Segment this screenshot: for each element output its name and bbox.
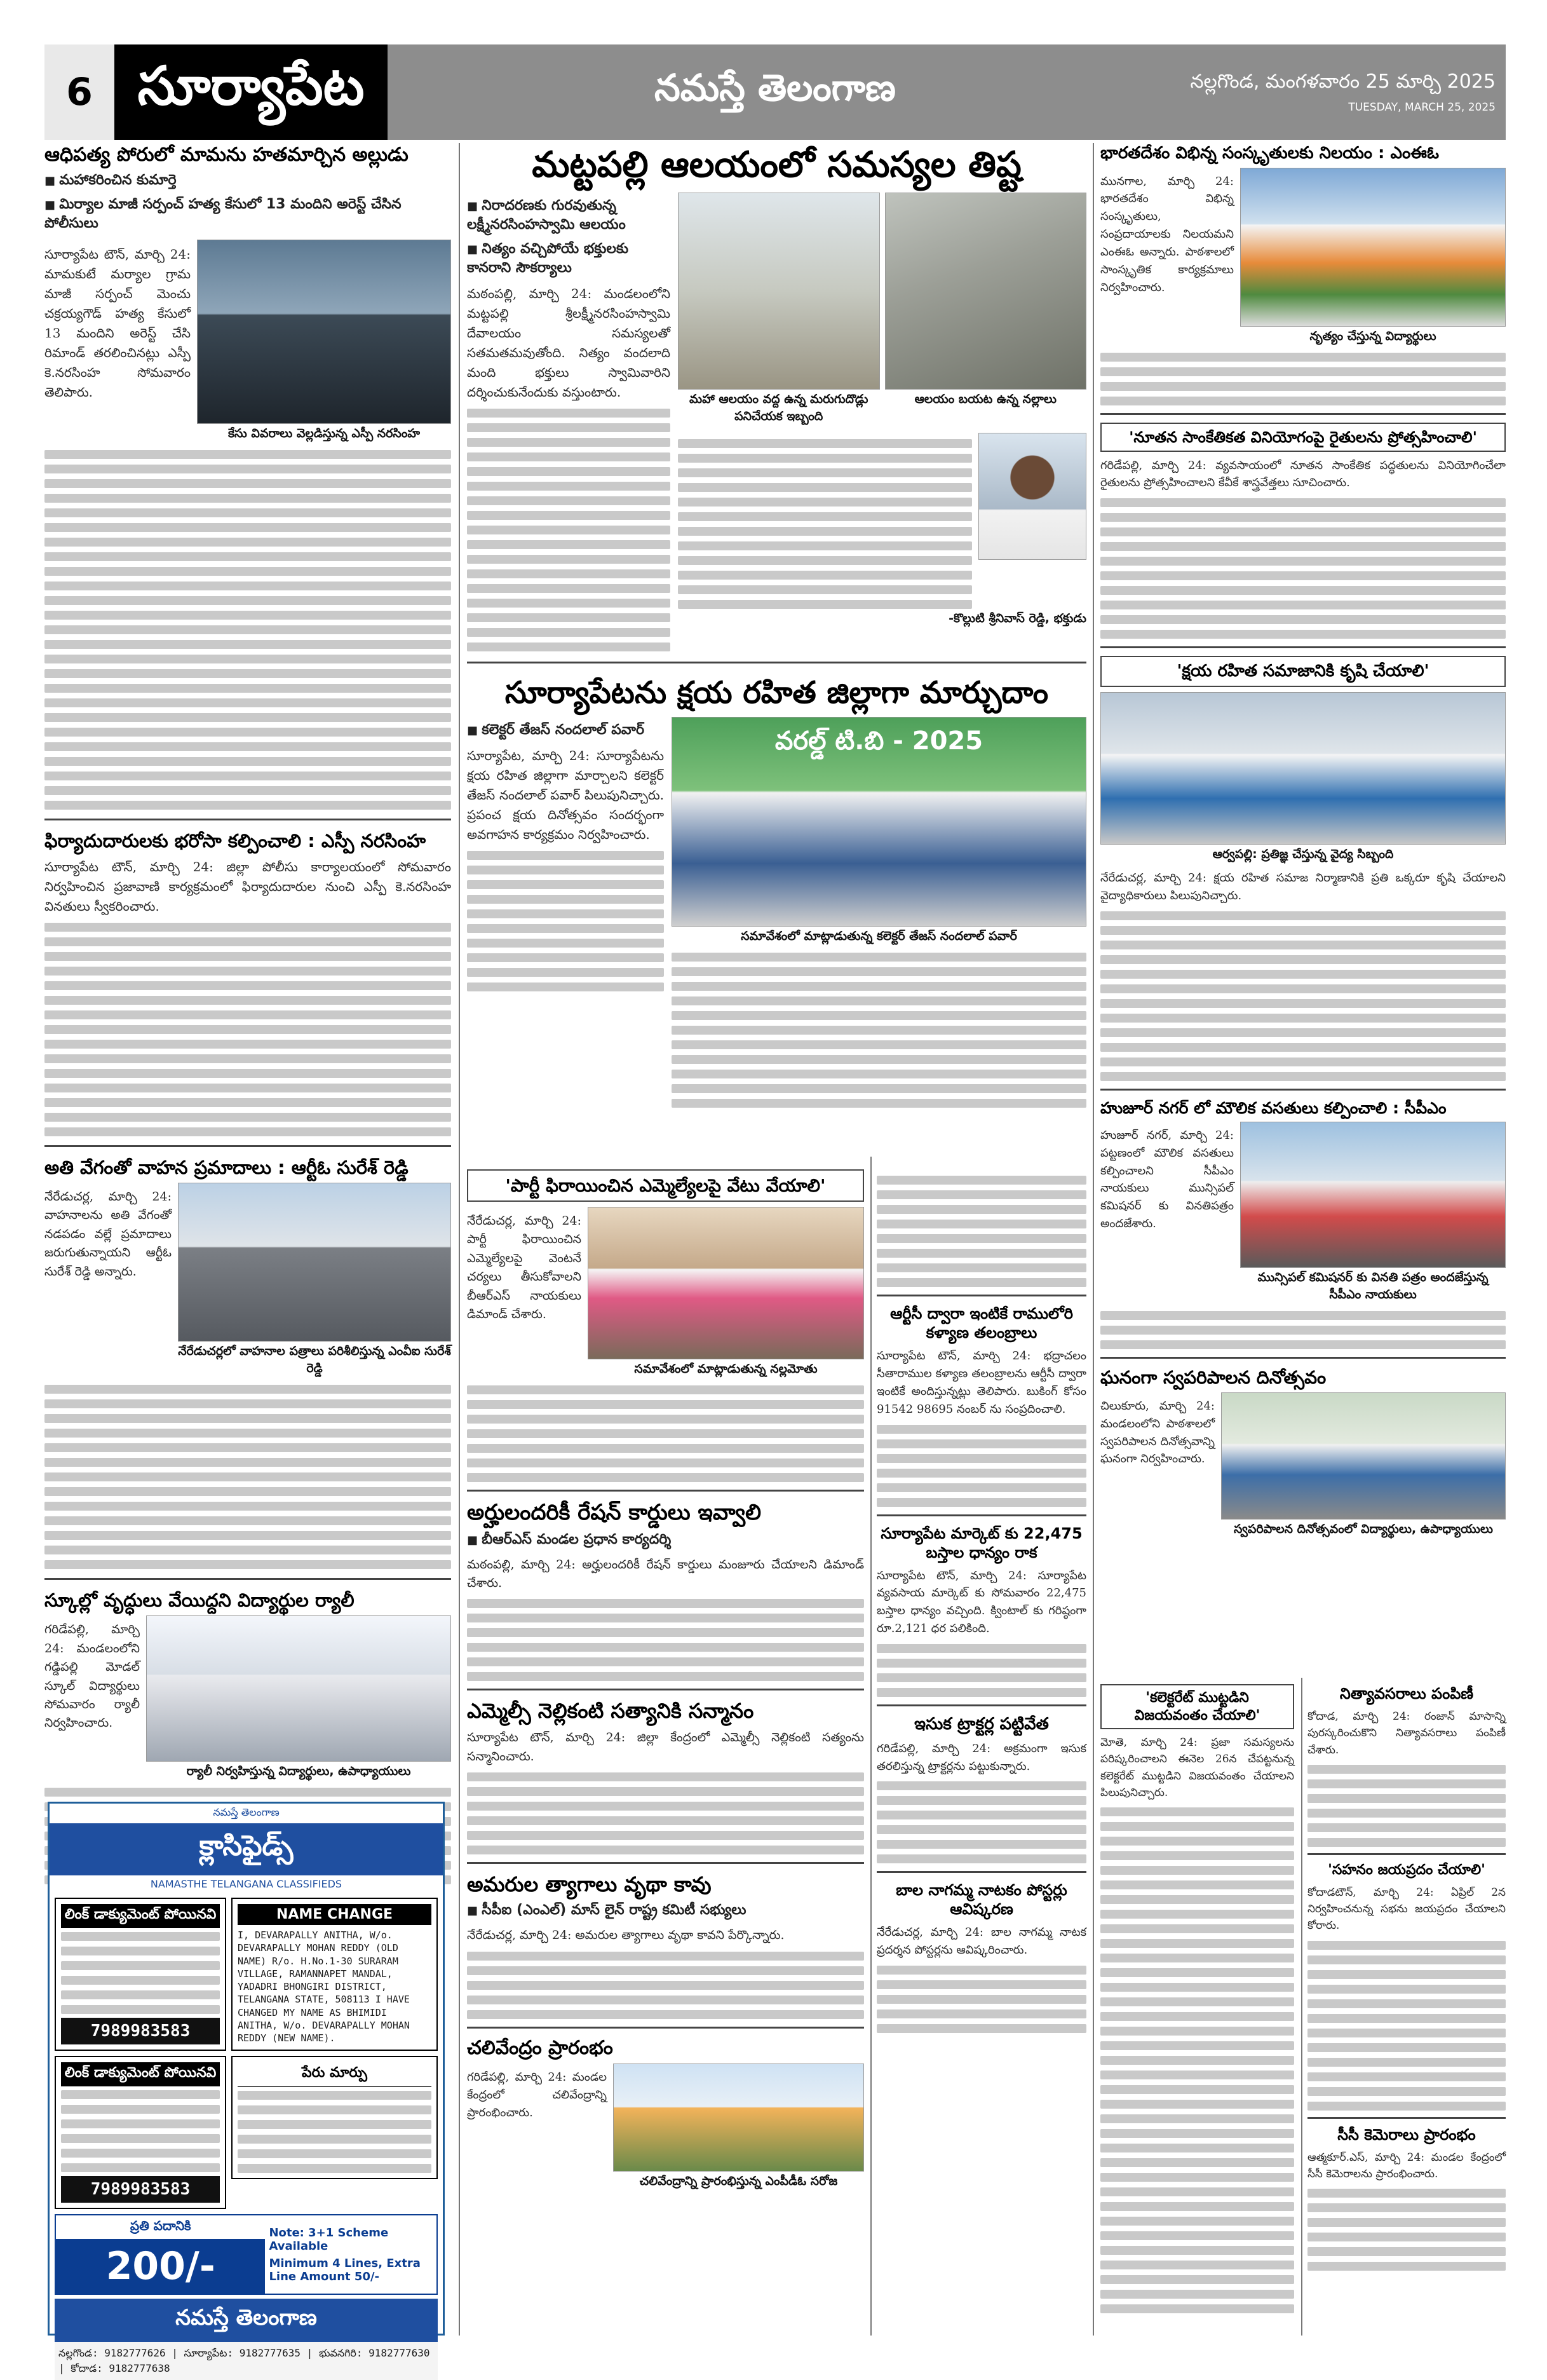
vehicle-check-photo <box>178 1183 451 1342</box>
divider <box>877 1295 1086 1296</box>
photo-caption: కేసు వివరాలు వెల్లడిస్తున్న ఎస్పీ నరసింహ <box>227 426 421 440</box>
tb-meeting-photo <box>672 717 1086 927</box>
name-change-ad <box>231 1898 438 2051</box>
story-headline: అర్హులందరికీ రేషన్ కార్డులు ఇవ్వాలి <box>467 1500 761 1525</box>
classified-ad <box>55 1898 226 2051</box>
story-body: మునగాల, మార్చి 24: భారతదేశం విభిన్న సంస్కృతులు, సంప్రదాయాలకు నిలయమని ఎంఈఓ అన్నారు. పాఠశాలలో సాంస్కృతిక కార్యక్రమాలు నిర్వహించారు. <box>1100 174 1234 294</box>
story-body: సూర్యాపేట, మార్చి 24: సూర్యాపేటను క్షయ రహిత జిల్లాగా మార్చాలని కలెక్టర్ తేజస్ నందలాల్ పవార్ పిలుపునిచ్చారు. ప్రపంచ క్షయ దినోత్సవం సందర్భంగా అవగాహన కార్యక్రమం నిర్వహించారు. <box>467 748 664 842</box>
text-block <box>877 1966 1086 2033</box>
masthead <box>44 44 1506 140</box>
story-headline: హుజూర్ నగర్ లో మౌలిక వసతులు కల్పించాలి : సీపీఎం <box>1100 1098 1447 1117</box>
text-block <box>1100 498 1506 639</box>
story-headline: ఇసుక ట్రాక్టర్ల పట్టివేత <box>914 1715 1049 1734</box>
story-body: సూర్యాపేట టౌన్, మార్చి 24: జిల్లా కేంద్రంలో ఎమ్మెల్సీ నెల్లికంటి సత్యంను సన్మానించారు. <box>467 1731 864 1764</box>
column-right <box>1100 143 1506 1539</box>
cpm-protest-photo <box>1240 1122 1506 1268</box>
classifieds-footer-brand: నమస్తే తెలంగాణ <box>55 2299 438 2342</box>
story-bullet: ■ కలెక్టర్ తేజస్ నందలాల్ పవార్ <box>467 722 664 741</box>
column-center <box>467 143 1086 1108</box>
story-headline: నిత్యావసరాలు పంపిణీ <box>1339 1685 1474 1703</box>
text-block <box>1307 2189 1506 2271</box>
story-headline: ఎమ్మెల్సీ నెల్లికంటి సత్యానికి సన్మానం <box>467 1699 754 1724</box>
paper-name: నమస్తే తెలంగాణ <box>388 44 1506 140</box>
text-block <box>467 409 670 651</box>
district-title: సూర్యాపేట <box>114 44 388 140</box>
photo-caption: సమావేశంలో మాట్లాడుతున్న కలెక్టర్ తేజస్ నందలాల్ పవార్ <box>741 929 1017 943</box>
story-headline: సూర్యాపేట మార్కెట్ కు 22,475 బస్తాల ధాన్యం రాక <box>881 1524 1083 1561</box>
column-rule <box>1301 1678 1302 2336</box>
story-body: మఠంపల్లి, మార్చి 24: మండలంలోని మట్టపల్లి శ్రీలక్ష్మీనరసింహస్వామి దేవాలయం సమస్యలతో సతమతమవుతోంది. నిత్యం వందలాది మంది భక్తులు స్వామివారిని దర్శించుకునేందుకు వస్తుంటారు. <box>467 286 670 400</box>
text-block <box>1307 1941 1506 2111</box>
tb-banner-text: వరల్డ్ టి.బి - 2025 <box>774 726 983 756</box>
temple-toilets-photo <box>678 193 880 390</box>
story-bullet: ■ బీఆర్ఎస్ మండల ప్రధాన కార్యదర్శి <box>467 1532 864 1551</box>
text-block <box>44 450 451 810</box>
divider <box>467 662 1086 663</box>
photo-caption: ఆలయం బయట ఉన్న నల్లాలు <box>914 392 1057 406</box>
story-body: గరిడేపల్లి, మార్చి 24: అక్రమంగా ఇసుక తరలిస్తున్న ట్రాక్టర్లను పట్టుకున్నారు. <box>877 1741 1086 1773</box>
photo-caption: మహా ఆలయం వద్ద ఉన్న మరుగుదొడ్లు పనిచేయక ఇబ్బంది <box>689 392 868 423</box>
ad-heading: లింక్ డాక్యుమెంట్ పోయినవి <box>61 1904 220 1928</box>
ad-heading: లింక్ డాక్యుమెంట్ పోయినవి <box>61 2062 220 2086</box>
rally-photo <box>146 1615 451 1762</box>
divider <box>467 1490 864 1492</box>
column-center-left <box>467 1169 864 2191</box>
photo-caption: చలివేంద్రాన్ని ప్రారంభిస్తున్న ఎంపీడీఓ సరోజ <box>639 2174 838 2189</box>
classified-ad <box>55 2056 226 2209</box>
text-block <box>1307 1765 1506 1847</box>
text-block <box>1100 353 1506 405</box>
story-body: గరిడేపల్లి, మార్చి 24: మండలంలోని గడ్డిపల్లి మోడల్ స్కూల్ విద్యార్థులు సోమవారం ర్యాలీ నిర్వహించారు. <box>44 1622 140 1731</box>
column-rule <box>459 143 460 2336</box>
text-block <box>467 1952 864 2019</box>
story-headline: ఆధిపత్య పోరులో మామను హతమార్చిన అల్లుడు <box>44 144 409 166</box>
story-body: గరిడేపల్లి, మార్చి 24: వ్యవసాయంలో నూతన సాంకేతిక పద్ధతులను వినియోగించేలా రైతులను ప్రోత్సహించాలని కేవీకే శాస్త్రవేత్తలు సూచించారు. <box>1100 458 1506 490</box>
classified-ad <box>231 2056 438 2179</box>
date-telugu: నల్లగొండ, మంగళవారం 25 మార్చి 2025 <box>1190 71 1496 93</box>
text-block <box>877 1644 1086 1697</box>
story-body: కోదాడ, మార్చి 24: రంజాన్ మాసాన్ని పురస్కరించుకొని నిత్యావసరాలు పంపిణీ చేశారు. <box>1307 1710 1506 1757</box>
divider <box>1307 2117 1506 2119</box>
story-body: నేరేడుచర్ల, మార్చి 24: బాల నాగమ్మ నాటక ప్రదర్శన పోస్టర్లను ఆవిష్కరించారు. <box>877 1926 1086 1957</box>
text-block <box>1100 1807 1294 2313</box>
story-bullet: ■ నిత్యం వచ్చిపోయే భక్తులకు కానరాని సౌకర్యాలు <box>467 241 670 279</box>
story-headline: ఫిర్యాదుదారులకు భరోసా కల్పించాలి : ఎస్పీ నరసింహ <box>44 829 426 852</box>
classifieds-section <box>48 1802 445 2374</box>
story-bullet: ■ సీపీఐ (ఎంఎల్) మాస్ లైన్ రాష్ట్ర కమిటీ సభ్యులు <box>467 1902 864 1921</box>
photo-caption: సమావేశంలో మాట్లాడుతున్న నల్లమోతు <box>634 1362 818 1376</box>
date-english: TUESDAY, MARCH 25, 2025 <box>1348 101 1496 114</box>
story-headline: సూర్యాపేటను క్షయ రహిత జిల్లాగా మార్చుదాం <box>504 675 1049 711</box>
column-left <box>44 143 451 1884</box>
story-bullet: ■ మహాకరించిన కుమార్తె <box>44 172 451 191</box>
devotee-portrait <box>978 433 1086 560</box>
text-block <box>467 1772 864 1854</box>
price-label: ప్రతి పదానికి <box>56 2215 265 2239</box>
column-right-a <box>1100 1684 1294 2313</box>
story-headline: 'సహనం జయప్రదం చేయాలి' <box>1328 1862 1485 1879</box>
divider <box>1100 1089 1506 1091</box>
text-block <box>467 1599 864 1681</box>
dateline <box>1150 44 1506 140</box>
text-block <box>678 439 972 609</box>
self-governance-day-photo <box>1221 1392 1506 1520</box>
photo-caption: స్వపరిపాలన దినోత్సవంలో విద్యార్థులు, ఉపాధ్యాయులు <box>1234 1521 1493 1536</box>
divider <box>877 1514 1086 1516</box>
ad-heading: NAME CHANGE <box>238 1904 431 1925</box>
chalivendram-photo <box>613 2064 864 2172</box>
story-body: కోదాడటౌన్, మార్చి 24: ఏప్రిల్ 2న నిర్వహించనున్న సభను జయప్రదం చేయాలని కోరారు. <box>1307 1886 1506 1933</box>
scheme-note: Note: 3+1 Scheme Available <box>269 2226 389 2253</box>
quote-attribution: -కొల్లుటి శ్రీనివాస్ రెడ్డి, భక్తుడు <box>949 611 1086 625</box>
temple-taps-photo <box>885 193 1087 390</box>
story-headline: చలివేంద్రం ప్రారంభం <box>467 2036 613 2059</box>
story-headline: 'కలెక్టరేట్ ముట్టడిని విజయవంతం చేయాలి' <box>1100 1684 1294 1729</box>
story-body: నేరేడుచర్ల, మార్చి 24: క్షయ రహిత సమాజ నిర్మాణానికి ప్రతి ఒక్కరూ కృషి చేయాలని వైద్యాధికారులు పిలుపునిచ్చారు. <box>1100 871 1506 902</box>
text-block <box>877 1425 1086 1507</box>
text-block <box>877 1176 1086 1287</box>
divider <box>1100 646 1506 648</box>
divider <box>1100 413 1506 415</box>
text-block <box>1100 1311 1506 1349</box>
story-body: నేరేడుచర్ల, మార్చి 24: వాహనాలను అతి వేగంతో నడపడం వల్లే ప్రమాదాలు జరుగుతున్నాయని ఆర్టీఓ సురేశ్ రెడ్డి అన్నారు. <box>44 1190 172 1279</box>
divider <box>877 1704 1086 1706</box>
photo-caption: మున్సిపల్ కమిషనర్ కు వినతి పత్రం అందజేస్తున్న సీపీఎం నాయకులు <box>1257 1270 1489 1302</box>
price: 200/- <box>56 2239 265 2294</box>
contact-numbers: నల్లగొండ: 9182777626 | సూర్యాపేట: 9182777635 | భువనగిరి: 9182777630 | కోదాడ: 9182777638 <box>55 2342 438 2380</box>
photo-caption: ఆర్వపల్లి: ప్రతిజ్ఞ చేస్తున్న వైద్య సిబ్బంది <box>1212 847 1394 861</box>
photo-caption: నృత్యం చేస్తున్న విద్యార్థులు <box>1309 329 1436 343</box>
story-headline: అమరుల త్యాగాలు వృథా కావు <box>467 1872 712 1897</box>
text-block <box>672 953 1086 1108</box>
page-number: 6 <box>44 44 114 140</box>
ad-heading: పేరు మార్పు <box>238 2062 431 2087</box>
divider <box>467 1689 864 1690</box>
story-headline: ఆర్టీసీ ద్వారా ఇంటికే రాములోరి కళ్యాణ తలంబ్రాలు <box>890 1305 1073 1342</box>
ad-phone: 7989983583 <box>61 2018 220 2044</box>
column-center-right <box>877 1169 1086 2033</box>
text-block <box>877 1781 1086 1863</box>
story-bullet: ■ మిర్యాల మాజీ సర్పంచ్ హత్య కేసులో 13 మందిని అరెస్ట్ చేసిన పోలీసులు <box>44 196 451 235</box>
column-right-b <box>1307 1684 1506 2271</box>
story-body: సూర్యాపేట టౌన్, మార్చి 24: సూర్యాపేట వ్యవసాయ మార్కెట్ కు సోమవారం 22,475 బస్తాల ధాన్యం వచ్చింది. క్వింటాల్ కు గరిష్ఠంగా రూ.2,121 ధర పలికింది. <box>877 1568 1086 1636</box>
story-body: నేరేడుచర్ల, మార్చి 24: పార్టీ ఫిరాయించిన ఎమ్మెల్యేలపై వెంటనే చర్యలు తీసుకోవాలని బీఆర్ఎస్ నాయకులు డిమాండ్ చేశారు. <box>467 1214 581 1322</box>
photo-caption: నేరేడుచర్లలో వాహనాల పత్రాలు పరిశీలిస్తున్న ఎంవీఐ సురేశ్ రెడ్డి <box>178 1344 451 1375</box>
story-headline: సీసీ కెమెరాలు ప్రారంభం <box>1337 2125 1476 2144</box>
text-block <box>44 1385 451 1569</box>
tb-pledge-photo <box>1100 692 1506 845</box>
divider <box>1307 1853 1506 1855</box>
ad-phone: 7989983583 <box>61 2176 220 2203</box>
divider <box>44 1145 451 1147</box>
text-block <box>44 923 451 1136</box>
story-body: సూర్యాపేట టౌన్, మార్చి 24: భద్రాచలం సీతారాముల కళ్యాణ తలంబ్రాలను ఆర్టీసీ ద్వారా ఇంటికే అందిస్తున్నట్లు తెలిపారు. బుకింగ్ కోసం 91542 98695 నంబర్ ను సంప్రదించాలి. <box>877 1349 1086 1416</box>
ad-text: I, DEVARAPALLY ANITHA, W/o. DEVARAPALLY MOHAN REDDY (OLD NAME) R/o. H.No.1-30 SURARAM VILLAGE, RAMANNAPET MANDAL, YADADRI BHONGIRI DISTRICT, TELANGANA STATE, 508113 I HAVE CHANGED MY NAME AS BHIMIDI ANITHA, W/o. DEVARAPALLY MOHAN REDDY (NEW NAME). <box>238 1929 410 2044</box>
divider <box>467 1862 864 1864</box>
story-headline: 'క్షయ రహిత సమాజానికి కృషి చేయాలి' <box>1100 656 1506 687</box>
column-rule <box>1093 143 1094 2336</box>
story-body: నేరేడుచర్ల, మార్చి 24: అమరుల త్యాగాలు వృథా కావని పేర్కొన్నారు. <box>467 1928 785 1943</box>
classifieds-subtitle: NAMASTHE TELANGANA CLASSIFIEDS <box>150 1878 342 1890</box>
story-body: సూర్యాపేట టౌన్, మార్చి 24: మామకుటే మర్యాల గ్రామ మాజీ సర్పంచ్ మెంచు చక్రయ్యగౌడ్ హత్య కేసులో 13 మందిని అరెస్ట్ చేసి రిమాండ్ తరలించినట్లు ఎస్పీ కె.నరసింహ సోమవారం తెలిపారు. <box>44 246 191 400</box>
brs-leaders-photo <box>588 1207 864 1359</box>
classifieds-title: క్లాసిఫైడ్స్ <box>50 1823 443 1875</box>
dance-photo <box>1240 168 1506 327</box>
story-body: హుజూర్ నగర్, మార్చి 24: పట్టణంలో మౌలిక వసతులు కల్పించాలని సీపీఎం నాయకులు మున్సిపల్ కమిషనర్ కు వినతిపత్రం అందజేశారు. <box>1100 1128 1234 1231</box>
text-block <box>467 1385 864 1482</box>
story-headline: స్కూల్లో వృద్ధులు వేయిద్దని విద్యార్థుల ర్యాలీ <box>44 1589 355 1611</box>
story-headline: 'పార్టీ ఫిరాయించిన ఎమ్మెల్యేలపై వేటు వేయాలి' <box>467 1169 864 1202</box>
story-body: సూర్యాపేట టౌన్, మార్చి 24: జిల్లా పోలీసు కార్యాలయంలో సోమవారం నిర్వహించిన ప్రజావాణి కార్యక్రమంలో ఫిర్యాదుదారుల నుంచి ఎస్పీ కె.నరసింహ వినతులు స్వీకరించారు. <box>44 859 451 914</box>
story-body: మఠంపల్లి, మార్చి 24: అర్హులందరికీ రేషన్ కార్డులు మంజూరు చేయాలని డిమాండ్ చేశారు. <box>467 1557 864 1590</box>
story-headline: బాల నాగమ్మ నాటకం పోస్టర్లు ఆవిష్కరణ <box>896 1881 1067 1919</box>
story-body: ఆత్మకూర్.ఎస్, మార్చి 24: మండల కేంద్రంలో సీసీ కెమెరాలను ప్రారంభించారు. <box>1307 2151 1506 2180</box>
story-bullet: ■ నిరాదరణకు గురవుతున్న లక్ష్మీనరసింహస్వామి ఆలయం <box>467 198 670 236</box>
story-headline: భారతదేశం విభిన్న సంస్కృతులకు నిలయం : ఎంఈఓ <box>1100 144 1439 163</box>
text-block <box>467 851 664 991</box>
divider <box>467 2027 864 2029</box>
min-lines-note: Minimum 4 Lines, Extra Line Amount 50/- <box>269 2256 421 2283</box>
divider <box>44 819 451 820</box>
story-body: మోతె, మార్చి 24: ప్రజా సమస్యలను పరిష్కరించాలని ఈనెల 26న చేపట్టనున్న కలెక్టరేట్ ముట్టడిని విజయవంతం చేయాలని పిలుపునిచ్చారు. <box>1100 1736 1294 1800</box>
divider <box>1100 1357 1506 1359</box>
story-headline: 'నూతన సాంకేతికత వినియోగంపై రైతులను ప్రోత్సహించాలి' <box>1100 423 1506 452</box>
story-body: గరిడేపల్లి, మార్చి 24: మండల కేంద్రంలో చలివేంద్రాన్ని ప్రారంభించారు. <box>467 2071 607 2119</box>
classifieds-brand: నమస్తే తెలంగాణ <box>213 1806 280 1818</box>
divider <box>44 1578 451 1580</box>
divider <box>877 1871 1086 1873</box>
lead-headline: మట్టపల్లి ఆలయంలో సమస్యల తిష్ట <box>532 144 1022 186</box>
story-body: చిలుకూరు, మార్చి 24: మండలంలోని పాఠశాలలో స్వపరిపాలన దినోత్సవాన్ని ఘనంగా నిర్వహించారు. <box>1100 1399 1215 1466</box>
press-meet-photo <box>197 240 451 424</box>
text-block <box>1100 911 1506 1081</box>
story-headline: అతి వేగంతో వాహన ప్రమాదాలు : ఆర్టీఓ సురేశ్ రెడ్డి <box>44 1156 409 1178</box>
story-headline: ఘనంగా స్వపరిపాలన దినోత్సవం <box>1100 1366 1327 1388</box>
photo-caption: ర్యాలీ నిర్వహిస్తున్న విద్యార్థులు, ఉపాధ్యాయులు <box>186 1764 411 1779</box>
column-rule <box>870 1157 872 2336</box>
